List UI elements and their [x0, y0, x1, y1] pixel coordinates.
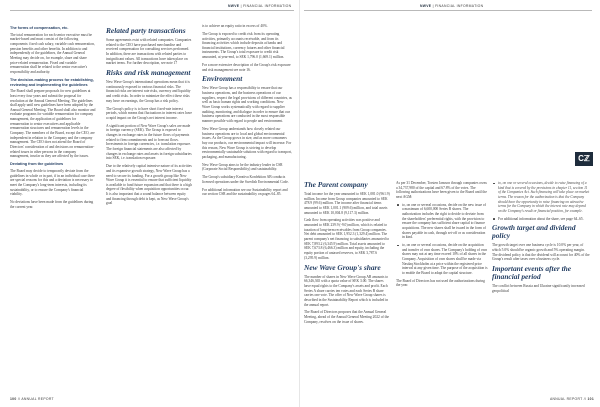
subheading: Deviating from the guidelines: [10, 162, 64, 167]
bullet-item: For additional information about the share, see page 64–65.: [492, 217, 590, 222]
paragraph: A significant portion of New Wave Group's sales are made in foreign currency (SEK). The Group is exposed to changes in exchange rates in the future flows of payments related to firm commitments and to forecast flows. Investments in foreign currencies, i.e. translation exposure. The foreign financial statements are also affected by changes in exchange rates and assets in foreign subsidiaries into SEK, i.e. translation exposure.: [106, 123, 192, 161]
paragraph: The total remuneration for each senior executive must be market-based and must consist of the following components: fixed cash salary, variable cash remuneration, pension benefits and other benefits. In addition to and independently of the guidelines, the Annual General Meeting may decide on, for example, share and share price-related remuneration. Fixed and variable remuneration shall be related to the senior executive's responsibility and authority.: [10, 32, 95, 74]
paragraph: New Wave Group has a responsibility to ensure that our business operations, and the business operations of our suppliers, respect the legal provisions of different countries, as well as basic human rights and working conditions. New Wave Group works systematically with regard to supplier auditing, monitoring, and dialogue in order to ensure that our business operations are conducted in the most responsible manner possible with regard to people and environment.: [202, 86, 292, 124]
paragraph: The Group's subsidiary Kreativa Konfektion AB conducts licensed operations under the Swedish Environmental Code.: [202, 175, 289, 184]
column-share-authorizations: [396, 181, 488, 291]
column-growth-and-events: [492, 181, 590, 297]
paragraph: is to achieve an equity ratio in excess of 40%.: [202, 24, 268, 28]
header-brand: NWVE: [228, 4, 240, 8]
paragraph: Total income for the year amounted to SEK 1,081.0 (961.9) million. Income from Group companies amounted to SEK 478.9 (99.6) million. The income after financial items amounted to SEK 1,001.1 (909.6) million, and total assets amounted to SEK 10,004.8 (9,117.3) million.: [304, 192, 390, 215]
paragraph: New Wave Group's international operations mean that it is continuously exposed to various financial risks. The financial risks are interest rate risks, currency and liquidity and credit risks. In order to minimize the effect these risks may have on earnings, the Group has a risk policy.: [106, 80, 191, 103]
section-heading: Important events after the financial period: [492, 264, 572, 282]
section-heading: Risks and risk management: [106, 68, 191, 78]
footer-divider-right: //: [583, 397, 587, 401]
header-brand: NWVE: [420, 4, 432, 8]
paragraph: The Group's policy is to have short fixed-rate interest periods, which means that fluctuations in interest rates have a rapid impact on the Group's net interest income.: [106, 106, 192, 120]
paragraph: For a more extensive description of the Group's risk exposure and risk management see note 16.: [202, 62, 291, 72]
footer-left: [10, 397, 54, 401]
footer-divider-left: //: [17, 397, 21, 401]
subheading: The decision-making process for establishing, reviewing and implementing the guidelines: [10, 77, 94, 87]
paragraph: Cash flow from operating activities was positive and amounted to SEK 239.9 (-9.0) million, which is related to taxation of long-term receivables from Group companies. Net debt amounted to SEK 1,952.3 (1,329.4) million. The parent company's net financing to subsidiaries amounted to SEK 7,893.2 (6,345.9) million. Total assets amounted to SEK 7,673.8 (6,466.3) million and equity, including the equity portion of untaxed reserves, to SEK 3,787.6 (3,295.9) million.: [304, 218, 390, 260]
bullet-item: to, on one or several occasions, decide to raise financing of a kind that is covered by the provisions in chapter 11, section 11 of the Companies Act. Such financing will take place on market terms. The reason for the authorization is that the Company should have the opportunity to raise financing on attractive terms for the Company in which the interest rate may depend on the Company's result or financial position, for example.: [492, 181, 590, 214]
bullet-item: to, on one or several occasions, decide on the acquisition and transfer of own shares. The Company's holding of own shares may not at any time exceed 10% of all shares in the Company. Acquisition of own shares shall be made via Nasdaq Stockholm at a price within the registered price interval at any given time. The purpose of the acquisition is to enable the Board to adapt the capital structure.: [396, 243, 488, 276]
column-related-party-and-risks: [106, 24, 192, 209]
paragraph: No deviations have been made from the guidelines during the current year.: [10, 200, 94, 209]
header-rule: [304, 10, 592, 11]
header-rule: [10, 10, 294, 11]
paragraph: The Board shall prepare proposals for new guidelines at least every four years and submit the proposal for resolution at the Annual General Meeting. The guidelines shall apply until new guidelines have been adopted by the Annual General Meeting. The Board shall also monitor and evaluate programs for variable remuneration for company management, the application of guidelines for remuneration to senior executives and applicable remuneration structures and remuneration levels in the Company. The members of the Board, except the CEO, are independent in relation to the Company and the company management. The CEO does not attend the Board of Directors' consideration of and decisions on remuneration-related issues in other persons in the company management, insofar as they are affected by the issues.: [10, 89, 96, 159]
right-page: [300, 0, 600, 407]
subheading: The forms of compensation, etc.: [10, 26, 69, 30]
logo-mark: Cℤ: [578, 154, 590, 163]
paragraph: The Board may decide to temporarily deviate from the guidelines in whole or in part, if in an individual case there are special reasons for this and a deviation is necessary to meet the Company's long-term interests, including its sustainability, or to ensure the Company's financial viability.: [10, 168, 95, 197]
paragraph: As per 31 December, Torsten Jansson through companies owns a 34,737,980 of the capital and 67.8% of the votes. The following authorizations have been given to the Board until the next AGM:: [396, 181, 487, 199]
section-heading: Environment: [202, 74, 243, 84]
column-parent-company-and-share: [304, 181, 390, 328]
running-header: [418, 4, 485, 8]
page-number-right: 101: [587, 397, 595, 401]
paragraph: Due to the relatively capital intensive nature of its activities and its expansive growth strategy, New Wave Group has a need to secure its funding. For a growth group like New Wave Group it is essential to ensure that sufficient liquidity is available to fund future expansion and that there is a high degree of flexibility when acquisition opportunities occur. It is also important that a sound balance between equity and financing through debt is kept, as New Wave Group's goal: [106, 164, 192, 206]
company-logo: [575, 152, 593, 166]
header-section: FINANCIAL INFORMATION: [435, 4, 484, 8]
bullet-item: to, on one or several occasions, decide on the new issue of a maximum of 6,600,000 Series B shares. The authorization includes the right to decide to deviate from the shareholders' preferential rights, with the provision to ensure the company has sufficient share capital to finance acquisitions. The new shares shall be issued in the form of shares payable in cash, through set-off or as consideration in kind.: [396, 203, 488, 240]
page-number-left: 100: [10, 397, 17, 401]
footer-right: [550, 397, 594, 401]
section-heading: Growth target and dividend policy: [492, 223, 576, 241]
paragraph: New Wave Group understands how closely related our business operations are to local and global environmental issues. As the Group grows in size, and as more consumers buy our products, our environmental impact will increase. For this reason, New Wave Group is striving to develop environmentally sustainable solutions with regard to transport, packaging, and manufacturing.: [202, 126, 292, 159]
paragraph: The Group is exposed to credit risk from its operating activities, primarily accounts receivable, and from its financing activities which include deposits at banks and financial institutions, currency futures and other financial instruments. The Group's total exposure to credit risk amounted, at year-end, to SEK 1,796.0 (1,669.1) million.: [202, 31, 285, 60]
column-remuneration-guidelines: [10, 24, 96, 213]
column-risk-and-environment: [202, 24, 292, 200]
header-divider: |: [432, 4, 434, 8]
paragraph: The growth target over one business cycle is 10.0% per year, of which 5.0% should be organic growth and 5% operating margin. The dividend policy is that the dividend will account for 40% of the Group's result after taxes over a business cycle.: [492, 243, 590, 262]
running-header: [226, 4, 293, 8]
footer-label-left: ANNUAL REPORT: [21, 397, 54, 401]
paragraph: The Board of Directors has not used the authorizations during the year.: [396, 278, 485, 288]
section-heading: Related party transactions: [106, 26, 186, 35]
paragraph: The conflict between Russia and Ukraine significantly increased geopolitical: [492, 284, 585, 293]
paragraph: For additional information see our Sustainability report and our section CSR and the sustainability on pages 64–85.: [202, 187, 288, 197]
paragraph: The Board of Directors proposes that the Annual General Meeting, ahead of the Annual General Meeting 2022 of the Company, resolves on the issue of shares.: [304, 310, 390, 324]
paragraph: New Wave Group aims to be the industry leader in CSR (Corporate Social Responsibility) and sustainability.: [202, 162, 283, 172]
paragraph: The number of shares in New Wave Group AB amounts to 66,346,365 with a quota value of SEK 3.00. The shares have equal rights to the Company's assets and profit. Each Series A share carries ten votes and each Series B share carries one vote. The offer of New Wave Group shares is described in the Sustainability Report which is included in the annual report.: [304, 274, 389, 307]
footer-label-right: ANNUAL REPORT: [550, 397, 583, 401]
section-heading: The Parent company: [304, 180, 368, 189]
section-heading: New Wave Group's share: [304, 262, 381, 272]
header-section: FINANCIAL INFORMATION: [243, 4, 292, 8]
paragraph: Some agreements exist with related companies. Companies related to the CEO have purchased merchandise and received compensation for consulting services performed. In addition, there are transactions with related parties to insignificant values. All transactions have taken place on market terms. For further description, see note 17: [106, 38, 192, 66]
header-divider: |: [240, 4, 242, 8]
